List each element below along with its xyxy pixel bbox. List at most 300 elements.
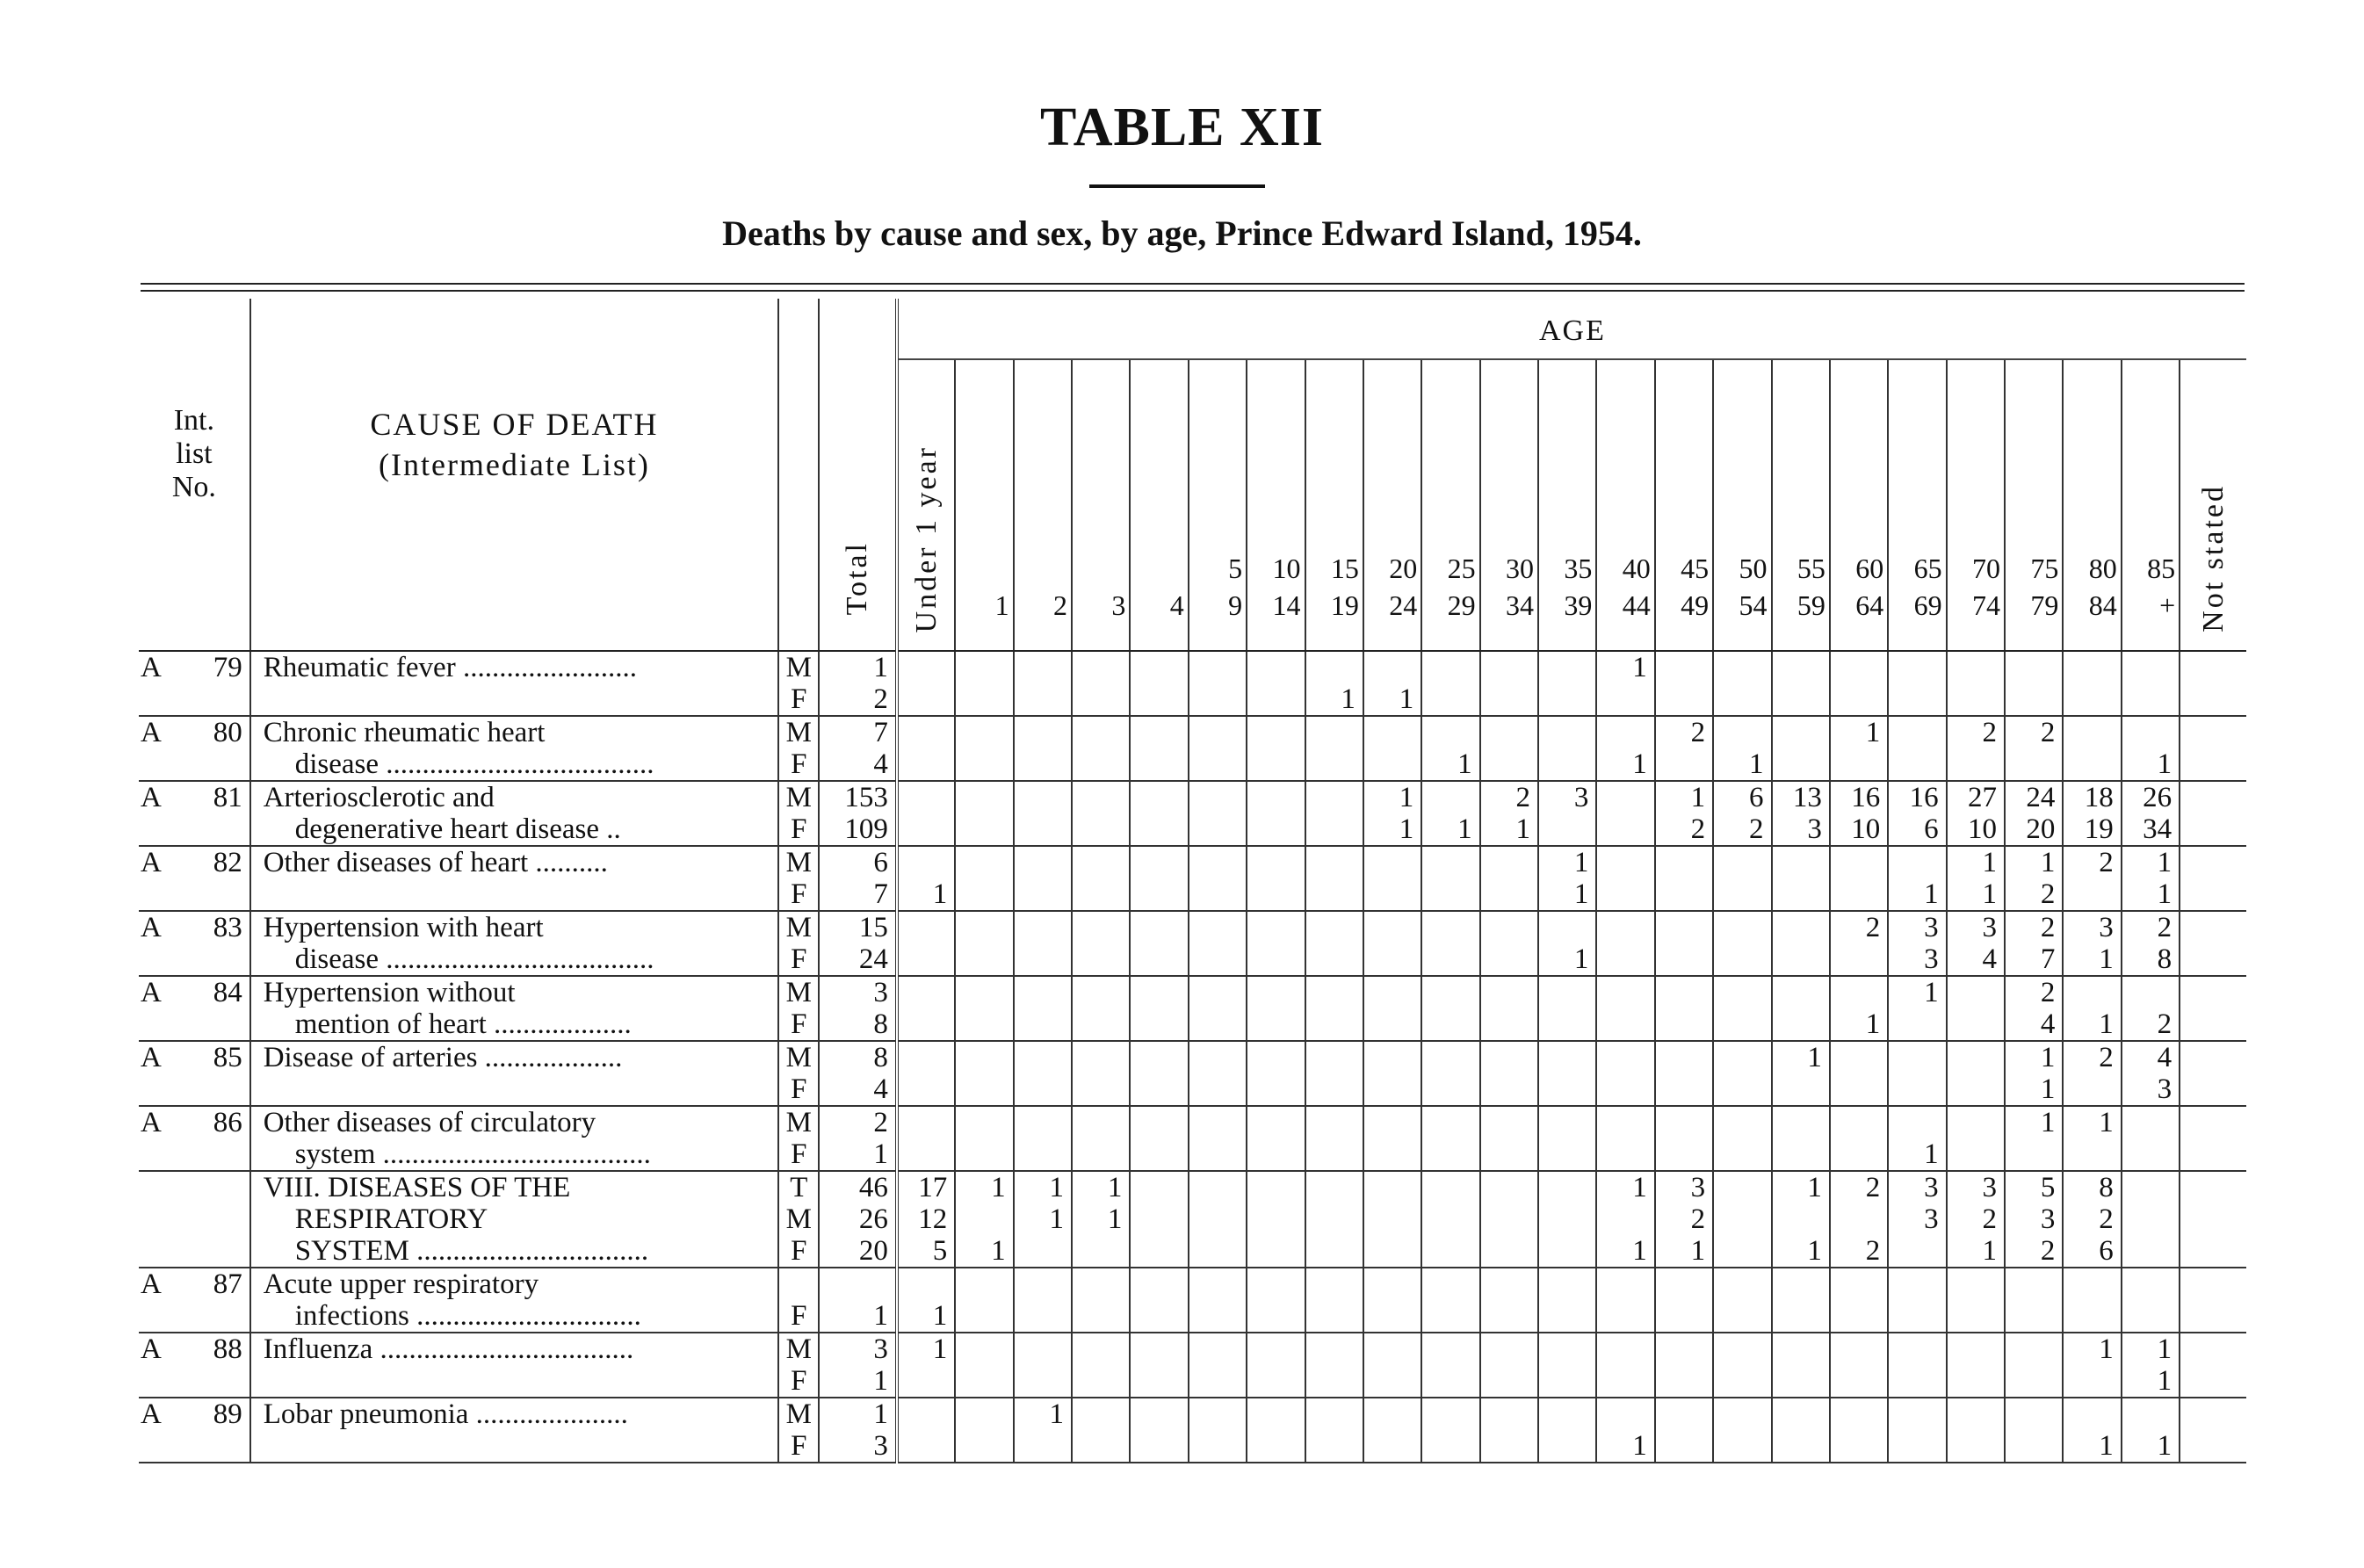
int-list-no: 80 [213, 717, 242, 748]
age-cell [897, 1268, 955, 1333]
int-list-no: 84 [213, 977, 242, 1008]
total-column [819, 846, 897, 911]
cell-value [1131, 878, 1180, 910]
cell-value [1015, 912, 1064, 943]
sex-value: M [785, 847, 812, 878]
cell-value [2180, 1138, 2239, 1170]
cell-value [1189, 847, 1239, 878]
age-cell [2005, 846, 2063, 911]
total-value: 1 [873, 1398, 888, 1430]
cell-value: 3 [2157, 1073, 2172, 1105]
top-rule-double [141, 290, 2245, 292]
cell-value: 1 [2157, 878, 2172, 910]
cell-value: 1 [1632, 1235, 1647, 1267]
age-group-end: 9 [1228, 589, 1243, 621]
cell-value [1073, 847, 1122, 878]
age-cell [1421, 651, 1479, 716]
age-cell [1363, 846, 1421, 911]
age-group-end: + [2159, 589, 2176, 621]
age-cell [1189, 1106, 1247, 1171]
cell-value [1422, 1398, 1471, 1430]
int-list-prefix: A [141, 717, 162, 748]
age-group-end: 49 [1681, 589, 1710, 621]
cell-value [2006, 1333, 2055, 1365]
cell-value [1539, 1268, 1588, 1300]
cell-value: 1 [2099, 1107, 2114, 1138]
cell-value [1189, 1300, 1239, 1332]
cell-value: 2 [2157, 912, 2172, 943]
age-group-end: 29 [1447, 589, 1476, 621]
cell-value [1539, 1008, 1588, 1040]
age-cell [1772, 1106, 1830, 1171]
age-cell [897, 846, 955, 911]
cell-value [1306, 1138, 1356, 1170]
cell-value [1597, 878, 1646, 910]
total-value: 153 [844, 782, 888, 813]
age-group-header [1363, 359, 1421, 651]
age-cell [1480, 1106, 1538, 1171]
cell-value [1773, 1268, 1822, 1300]
cell-value [1539, 1042, 1588, 1073]
cell-value: 1 [2099, 943, 2114, 975]
cell-value [1306, 717, 1356, 748]
cell-value [1364, 943, 1413, 975]
cell-value: 1 [1690, 782, 1706, 813]
age-group-header [2063, 359, 2121, 651]
age-cell [1888, 1041, 1946, 1106]
cell-value [1889, 1300, 1938, 1332]
cell-value [1247, 1430, 1297, 1462]
cell-value [956, 878, 1005, 910]
cell-value [1948, 748, 1997, 780]
cell-value [1247, 1073, 1297, 1105]
cell-value [1189, 1365, 1239, 1397]
table-row [139, 1398, 2246, 1463]
cell-value [1189, 813, 1239, 845]
cell-value [1306, 1042, 1356, 1073]
cell-value [899, 1430, 947, 1462]
cell-value [1306, 652, 1356, 683]
table-row [139, 1171, 2246, 1268]
cell-value [2180, 717, 2239, 748]
cell-value [1539, 1235, 1588, 1267]
cell-value [2064, 683, 2113, 715]
cell-value [1539, 1365, 1588, 1397]
total-column [819, 781, 897, 846]
cell-value [1364, 1235, 1413, 1267]
age-cell [2180, 716, 2246, 781]
age-cell [1421, 911, 1479, 976]
cell-value: 1 [1049, 1203, 1065, 1235]
age-cell [2063, 651, 2121, 716]
cell-value [2122, 717, 2172, 748]
age-cell [2122, 716, 2180, 781]
age-cell [955, 781, 1013, 846]
cell-value: 20 [2026, 813, 2056, 845]
cause-of-death [250, 1171, 778, 1268]
age-cell [1363, 781, 1421, 846]
cell-value [1481, 1008, 1530, 1040]
cell-value [1714, 1398, 1763, 1430]
cause-line: Acute upper respiratory [263, 1268, 539, 1300]
cause-of-death [250, 1398, 778, 1463]
cell-value [1889, 652, 1938, 683]
age-cell [1014, 1268, 1072, 1333]
cell-value [1656, 652, 1705, 683]
age-cell [1947, 1333, 2005, 1398]
age-cell [1014, 1041, 1072, 1106]
int-list-no: 89 [213, 1398, 242, 1430]
cell-value [1481, 1172, 1530, 1203]
cell-value [956, 683, 1005, 715]
age-cell [1655, 1041, 1713, 1106]
cell-value [1481, 847, 1530, 878]
age-cell [1189, 976, 1247, 1041]
cell-value [1247, 1333, 1297, 1365]
sex-value: F [791, 1073, 807, 1105]
age-cell [1830, 716, 1888, 781]
int-list-prefix: A [141, 912, 162, 943]
int-list-number [139, 651, 250, 716]
age-cell [1538, 911, 1596, 976]
age-cell [1538, 1041, 1596, 1106]
int-list-prefix: A [141, 782, 162, 813]
age-group-start: 10 [1272, 553, 1301, 584]
age-cell [2005, 1106, 2063, 1171]
cell-value [1073, 813, 1122, 845]
cell-value [1131, 1138, 1180, 1170]
cell-value [2180, 1300, 2239, 1332]
cell-value [2122, 1172, 2172, 1203]
age-group-header [1072, 359, 1130, 651]
cell-value: 2 [1982, 717, 1998, 748]
age-cell [1014, 1106, 1072, 1171]
age-group-end: 74 [1972, 589, 2001, 621]
cell-value [1539, 748, 1588, 780]
sex-column [778, 846, 819, 911]
cell-value [956, 717, 1005, 748]
cell-value [2006, 1300, 2055, 1332]
cell-value [1889, 1107, 1938, 1138]
cell-value: 2 [1690, 717, 1706, 748]
cell-value [1364, 1008, 1413, 1040]
cell-value: 1 [1632, 1172, 1647, 1203]
cell-value: 1 [2157, 748, 2172, 780]
total-value: 3 [873, 1333, 888, 1365]
cell-value: 6 [1749, 782, 1764, 813]
age-cell [1655, 1268, 1713, 1333]
age-cell [1596, 1333, 1654, 1398]
cause-line: SYSTEM ................................ [294, 1235, 649, 1267]
cell-value [1889, 1333, 1938, 1365]
cell-value [2180, 1398, 2239, 1430]
int-list-prefix: A [141, 1042, 162, 1073]
cell-value [1714, 1138, 1763, 1170]
cell-value: 1 [1341, 683, 1356, 715]
cell-value [1539, 717, 1588, 748]
age-group-end: 59 [1796, 589, 1825, 621]
cell-value [1481, 1235, 1530, 1267]
cell-value [1831, 1203, 1880, 1235]
age-group-start: 45 [1681, 553, 1710, 584]
age-cell [1130, 1268, 1188, 1333]
cell-value [2064, 878, 2113, 910]
cell-value: 5 [932, 1235, 948, 1267]
age-cell [1713, 846, 1771, 911]
cell-value [1889, 1430, 1938, 1462]
cell-value [1247, 717, 1297, 748]
sex-column [778, 1398, 819, 1463]
cell-value [1073, 1107, 1122, 1138]
cell-value [2122, 652, 2172, 683]
cell-value [1364, 847, 1413, 878]
cell-value [1831, 1398, 1880, 1430]
cell-value [1773, 943, 1822, 975]
cell-value [1773, 912, 1822, 943]
age-group-header [1305, 359, 1363, 651]
cell-value [1189, 683, 1239, 715]
age-group-start: 80 [2088, 553, 2117, 584]
age-group-end: 24 [1389, 589, 1418, 621]
cell-value [2064, 748, 2113, 780]
age-cell [1189, 781, 1247, 846]
age-cell [1655, 976, 1713, 1041]
cell-value [1889, 1042, 1938, 1073]
cell-value [956, 1430, 1005, 1462]
total-value: 6 [873, 847, 888, 878]
cell-value [1831, 878, 1880, 910]
cell-value [1306, 782, 1356, 813]
age-cell [955, 651, 1013, 716]
sex-column [778, 1268, 819, 1333]
age-cell [2122, 1268, 2180, 1333]
age-group-header [1014, 359, 1072, 651]
cell-value [1073, 1430, 1122, 1462]
cell-value [1948, 1008, 1997, 1040]
age-group-end: 69 [1913, 589, 1942, 621]
int-list-number [139, 1268, 250, 1333]
age-cell [2180, 976, 2246, 1041]
cell-value [1247, 1008, 1297, 1040]
age-cell [1538, 1398, 1596, 1463]
cell-value [1539, 912, 1588, 943]
age-cell [1830, 1041, 1888, 1106]
sex-value: M [785, 652, 812, 683]
age-cell [1363, 1171, 1421, 1268]
cell-value: 1 [1924, 1138, 1939, 1170]
cell-value [1189, 748, 1239, 780]
int-list-number [139, 1333, 250, 1398]
cell-value [1247, 1203, 1297, 1235]
cell-value: 2 [2040, 717, 2056, 748]
cell-value [899, 717, 947, 748]
cell-value [1714, 1042, 1763, 1073]
cell-value [1247, 1300, 1297, 1332]
cell-value [2180, 878, 2239, 910]
cell-value [1773, 717, 1822, 748]
cell-value [1189, 878, 1239, 910]
cell-value: 1 [1924, 878, 1939, 910]
cause-line: Hypertension with heart [263, 912, 544, 943]
table-row [139, 1041, 2246, 1106]
cell-value [2180, 1268, 2239, 1300]
cell-value [1306, 1333, 1356, 1365]
age-cell [1947, 781, 2005, 846]
cell-value [2064, 1268, 2113, 1300]
cell-value [1481, 912, 1530, 943]
age-cell [1305, 911, 1363, 976]
age-cell [1830, 1171, 1888, 1268]
age-cell [1189, 716, 1247, 781]
cell-value [1189, 1138, 1239, 1170]
cell-value [1247, 683, 1297, 715]
age-cell [1888, 651, 1946, 716]
cell-value [1422, 1333, 1471, 1365]
age-group-start [1015, 550, 1067, 587]
cell-value [1889, 1235, 1938, 1267]
age-cell [1130, 1041, 1188, 1106]
cell-value: 1 [1049, 1172, 1065, 1203]
age-cell [1421, 781, 1479, 846]
age-group-end: 44 [1622, 589, 1651, 621]
cell-value [1189, 1107, 1239, 1138]
age-cell [1830, 1268, 1888, 1333]
age-cell [1655, 781, 1713, 846]
cell-value [1364, 912, 1413, 943]
cell-value [956, 977, 1005, 1008]
cell-value [1364, 1300, 1413, 1332]
age-cell [2005, 651, 2063, 716]
cell-value [1656, 847, 1705, 878]
cell-value [1306, 1430, 1356, 1462]
total-column [819, 1333, 897, 1398]
cell-value [1131, 782, 1180, 813]
cell-value [1948, 1430, 1997, 1462]
age-cell [1189, 651, 1247, 716]
cell-value: 1 [2040, 1042, 2056, 1073]
cell-value [899, 652, 947, 683]
age-group-start: 40 [1622, 553, 1651, 584]
cell-value: 1 [991, 1235, 1006, 1267]
cell-value [1422, 1430, 1471, 1462]
cell-value [1773, 1138, 1822, 1170]
age-cell [1655, 1171, 1713, 1268]
cell-value [1247, 652, 1297, 683]
cell-value [1714, 1008, 1763, 1040]
cell-value: 1 [1865, 717, 1881, 748]
cell-value [1073, 1235, 1122, 1267]
cell-value [1714, 1268, 1763, 1300]
cell-value [1306, 1172, 1356, 1203]
total-column [819, 716, 897, 781]
age-cell [955, 846, 1013, 911]
cell-value: 1 [2099, 1430, 2114, 1462]
age-group-header [897, 359, 955, 651]
cell-value [1189, 943, 1239, 975]
int-list-no: 87 [213, 1268, 242, 1300]
age-cell [1888, 976, 1946, 1041]
cell-value [1656, 878, 1705, 910]
cell-value [1131, 1300, 1180, 1332]
age-cell [2063, 1171, 2121, 1268]
total-value: 1 [873, 652, 888, 683]
cell-value: 1 [1399, 782, 1414, 813]
cell-value [2006, 652, 2055, 683]
cell-value [1364, 1333, 1413, 1365]
cell-value [1189, 1333, 1239, 1365]
age-cell [1888, 1333, 1946, 1398]
age-group-header [2180, 359, 2246, 651]
age-cell [1363, 651, 1421, 716]
age-cell [1947, 1171, 2005, 1268]
cell-value [1656, 1398, 1705, 1430]
cell-value [1364, 878, 1413, 910]
age-group-header [955, 359, 1013, 651]
cell-value [1714, 1365, 1763, 1397]
cell-value [1539, 1073, 1588, 1105]
cell-value [2180, 1430, 2239, 1462]
age-cell [1888, 1171, 1946, 1268]
cell-value [1773, 1333, 1822, 1365]
cell-value [1773, 652, 1822, 683]
cell-value [1073, 1300, 1122, 1332]
total-value: 2 [873, 1107, 888, 1138]
age-cell [1596, 1106, 1654, 1171]
cell-value [2122, 683, 2172, 715]
total-value: 46 [858, 1172, 888, 1203]
cell-value [1364, 1138, 1413, 1170]
cell-value [1948, 652, 1997, 683]
int-list-header [139, 299, 250, 651]
age-cell [2063, 976, 2121, 1041]
cell-value: 1 [1807, 1042, 1822, 1073]
cell-value [2180, 683, 2239, 715]
cell-value: 2 [1749, 813, 1764, 845]
cell-value: 2 [2099, 1042, 2114, 1073]
cell-value [1714, 878, 1763, 910]
cell-value [1481, 977, 1530, 1008]
cell-value [1831, 748, 1880, 780]
cell-value [956, 943, 1005, 975]
cell-value [1073, 748, 1122, 780]
age-group-header [2005, 359, 2063, 651]
cell-value [1189, 717, 1239, 748]
age-cell [2063, 846, 2121, 911]
age-cell [2180, 651, 2246, 716]
cell-value [1714, 977, 1763, 1008]
sex-value: M [785, 1333, 812, 1365]
age-cell [1363, 1333, 1421, 1398]
age-cell [1830, 1333, 1888, 1398]
age-group-end: 3 [1111, 589, 1126, 621]
age-cell [1247, 781, 1305, 846]
cell-value: 1 [2157, 1365, 2172, 1397]
age-cell [1130, 976, 1188, 1041]
cell-value [1422, 1365, 1471, 1397]
age-cell [1713, 1268, 1771, 1333]
cell-value: 1 [932, 878, 948, 910]
age-cell [1480, 911, 1538, 976]
cell-value [1773, 1107, 1822, 1138]
age-cell [1305, 1106, 1363, 1171]
cell-value [956, 912, 1005, 943]
age-cell [1772, 1041, 1830, 1106]
age-cell [1830, 911, 1888, 976]
age-cell [1130, 781, 1188, 846]
cell-value [1015, 878, 1064, 910]
cell-value [1773, 878, 1822, 910]
int-list-number [139, 781, 250, 846]
